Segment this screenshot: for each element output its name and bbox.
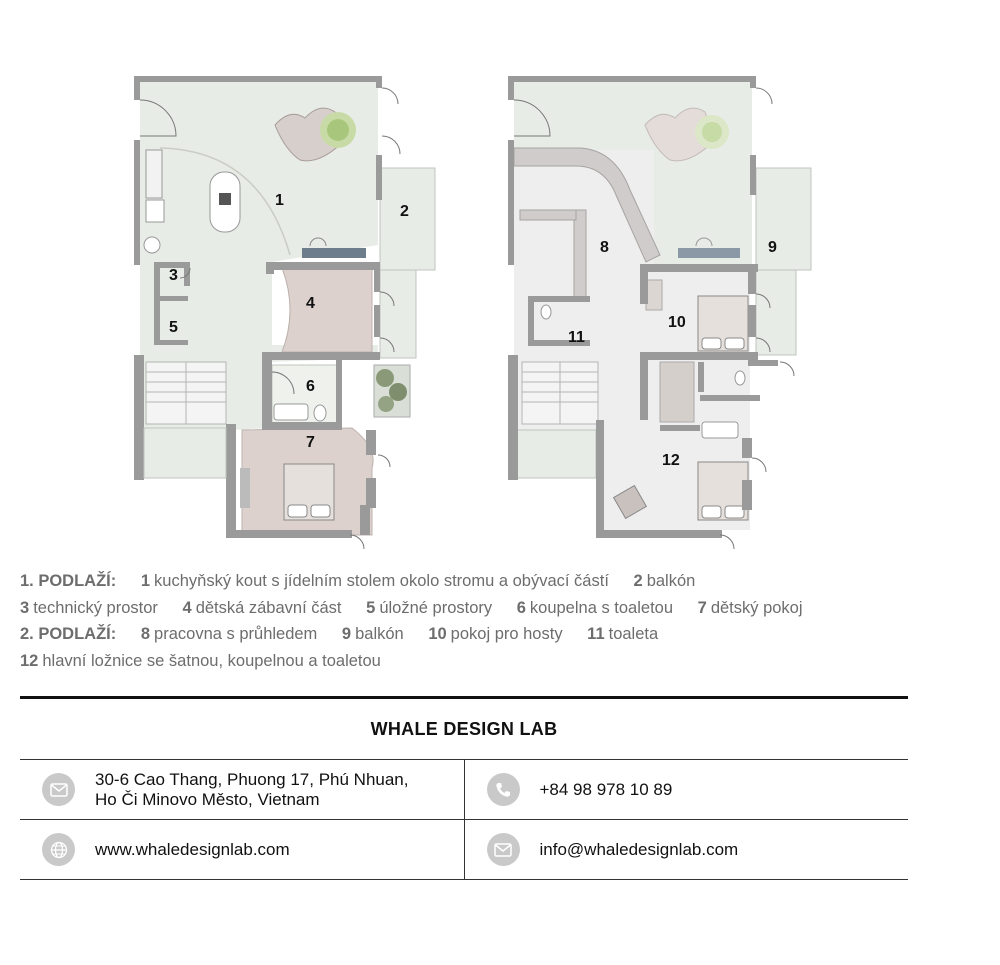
room-label-1: 1 xyxy=(275,192,284,209)
address-text xyxy=(95,770,408,810)
address-line-2: Ho Či Minovo Město, Vietnam xyxy=(95,789,320,809)
room-label-4: 4 xyxy=(306,295,315,312)
email-link[interactable]: info@whaledesignlab.com xyxy=(539,839,739,859)
mail-icon xyxy=(487,833,520,866)
room-label-3: 3 xyxy=(169,267,178,284)
legend-line-2 xyxy=(20,595,980,622)
legend-num: 1 xyxy=(140,572,151,590)
legend-num: 2 xyxy=(633,572,643,590)
legend-item-4: dětská zábavní část xyxy=(195,598,342,617)
company-name: WHALE DESIGN LAB xyxy=(20,699,908,760)
phone-cell xyxy=(465,760,909,819)
legend-num: 8 xyxy=(140,625,151,643)
legend-item-10: pokoj pro hosty xyxy=(450,625,563,643)
legend-item-12: hlavní ložnice se šatnou, koupelnou a toaletou xyxy=(42,651,381,670)
legend-num: 5 xyxy=(366,598,376,617)
globe-icon xyxy=(42,833,75,866)
legend-item-2: balkón xyxy=(646,572,696,590)
legend-num: 3 xyxy=(20,598,30,617)
room-label-9: 9 xyxy=(768,239,777,256)
room-label-8: 8 xyxy=(600,239,609,256)
floor-plan-2 xyxy=(508,76,811,549)
legend-item-7: dětský pokoj xyxy=(710,598,803,617)
legend-num: 9 xyxy=(341,625,352,643)
room-label-12: 12 xyxy=(662,452,680,469)
legend-line-4 xyxy=(20,648,980,675)
phone-icon xyxy=(487,773,520,806)
contact-row xyxy=(20,760,908,820)
legend-item-5: úložné prostory xyxy=(379,598,493,617)
contact-table xyxy=(20,696,908,880)
room-label-7: 7 xyxy=(306,434,315,451)
contact-row xyxy=(20,820,908,880)
legend-num: 7 xyxy=(697,598,707,617)
legend-num: 4 xyxy=(182,598,192,617)
legend-num: 10 xyxy=(428,625,447,643)
floor-plan-legend xyxy=(20,568,980,674)
address-cell xyxy=(20,760,465,819)
legend-item-8: pracovna s průhledem xyxy=(154,625,318,643)
room-label-2: 2 xyxy=(400,203,409,220)
website-cell xyxy=(20,820,465,879)
legend-item-11: toaleta xyxy=(608,625,659,643)
room-label-6: 6 xyxy=(306,378,315,395)
legend-num: 11 xyxy=(587,625,605,643)
email-cell xyxy=(465,820,909,879)
room-label-11: 11 xyxy=(568,329,585,346)
mail-icon xyxy=(42,773,75,806)
legend-item-6: koupelna s toaletou xyxy=(529,598,674,617)
website-link[interactable]: www.whaledesignlab.com xyxy=(95,839,290,859)
room-label-10: 10 xyxy=(668,314,686,331)
address-line-1: 30-6 Cao Thang, Phuong 17, Phú Nhuan, xyxy=(95,769,409,789)
room-label-5: 5 xyxy=(169,319,178,336)
legend-item-3: technický prostor xyxy=(33,598,158,617)
legend-line-1 xyxy=(20,568,980,595)
balcony-2-lower xyxy=(380,270,416,358)
legend-num: 12 xyxy=(20,651,39,670)
legend-floor2-heading: 2. PODLAŽÍ: xyxy=(20,625,117,643)
room-4-floor xyxy=(282,268,372,352)
legend-num: 6 xyxy=(516,598,526,617)
phone-text[interactable]: +84 98 978 10 89 xyxy=(539,779,673,799)
legend-item-1: kuchyňský kout s jídelním stolem okolo stromu a obývací částí xyxy=(154,572,609,590)
floor-plan-1 xyxy=(134,76,435,549)
legend-floor1-heading: 1. PODLAŽÍ: xyxy=(20,572,117,590)
legend-item-9: balkón xyxy=(355,625,404,643)
legend-line-3 xyxy=(20,621,980,648)
